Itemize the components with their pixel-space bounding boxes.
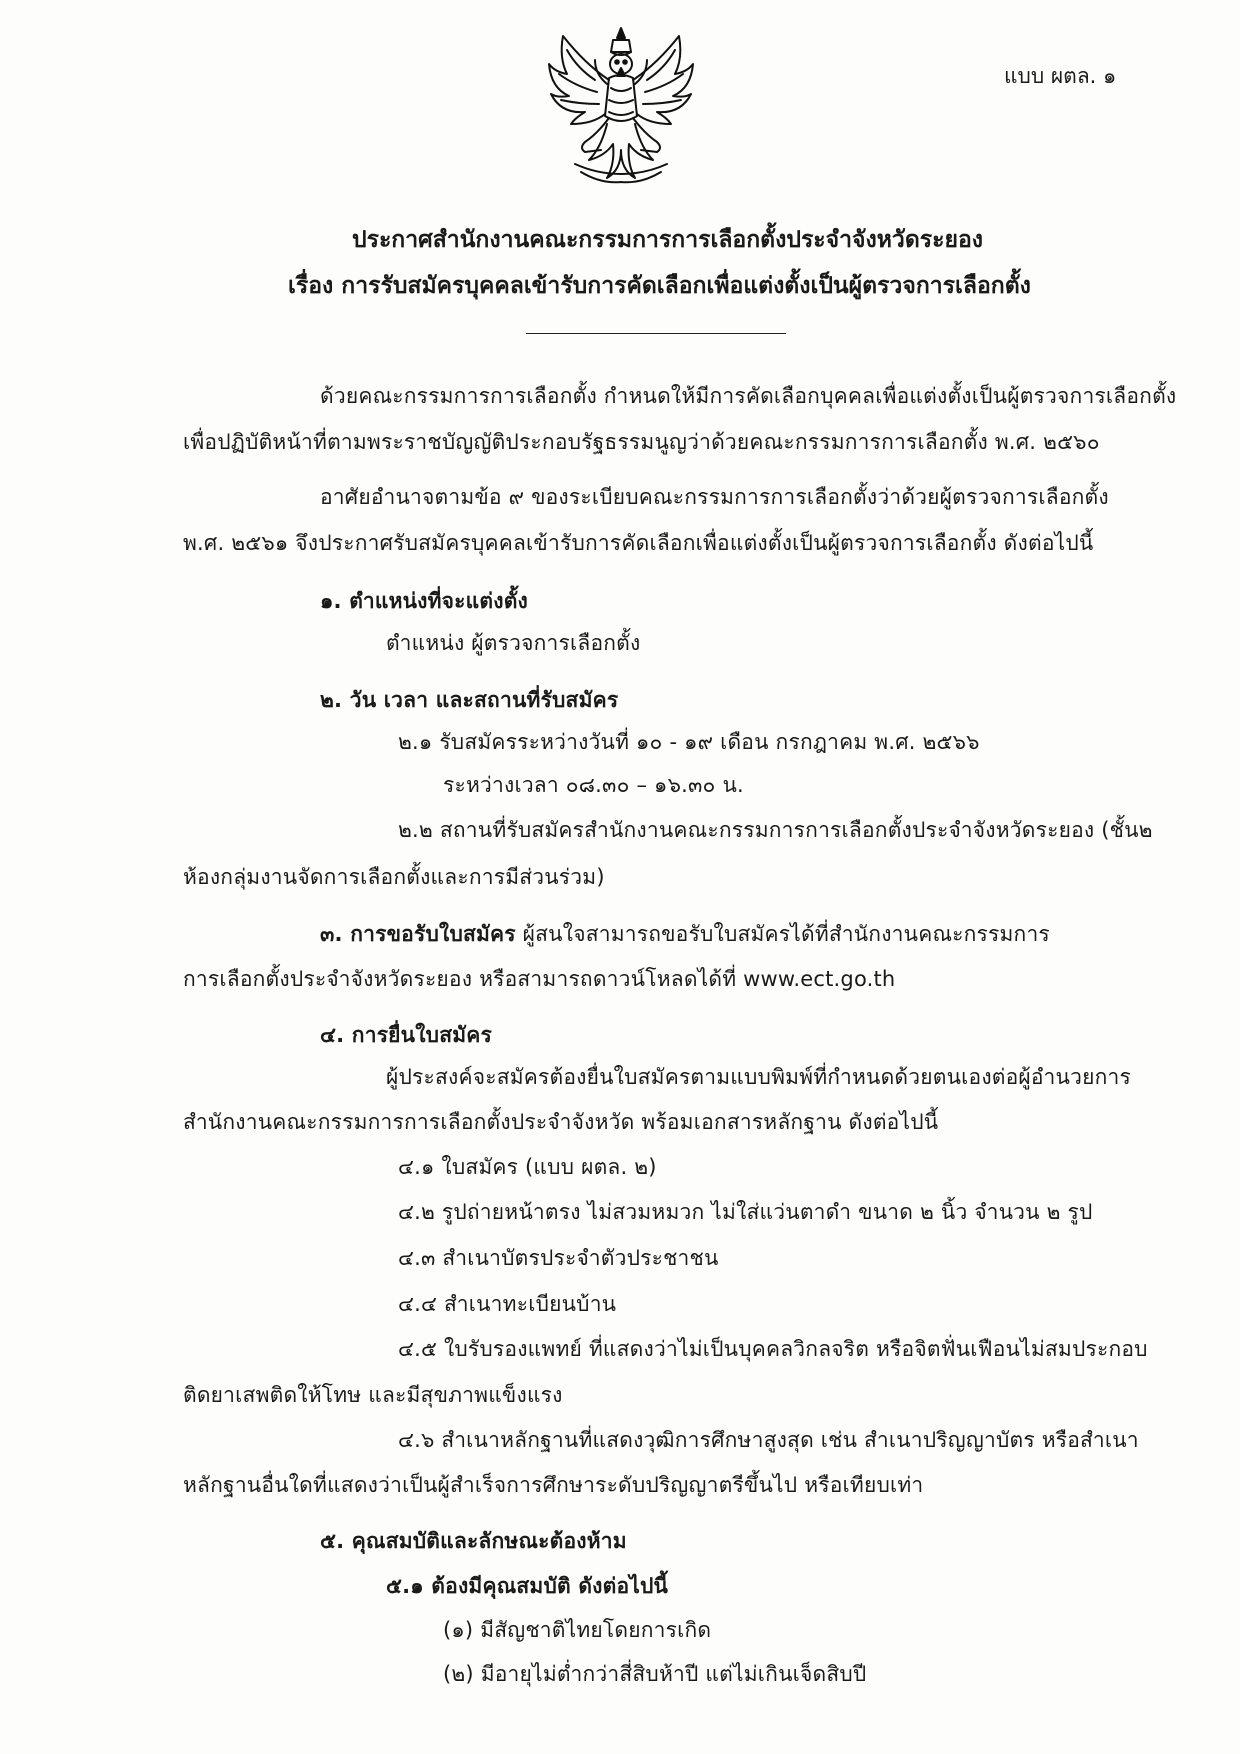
section-5-qualification-2: (๒) มีอายุไม่ต่ำกว่าสี่สิบห้าปี แต่ไม่เกินเจ็ดสิบปี xyxy=(443,1662,867,1686)
section-4-heading: ๔. การยื่นใบสมัคร xyxy=(320,1023,492,1047)
announcement-title: ประกาศสำนักงานคณะกรรมการการเลือกตั้งประจำจังหวัดระยอง xyxy=(352,227,983,253)
intro-p2-line2: พ.ศ. ๒๕๖๑ จึงประกาศรับสมัครบุคคลเข้ารับการคัดเลือกเพื่อแต่งตั้งเป็นผู้ตรวจการเลือกตั้ง ดังต่อไปนี้ xyxy=(183,531,1094,555)
section-4-item-3: ๔.๓ สำเนาบัตรประจำตัวประชาชน xyxy=(398,1246,719,1270)
section-3-line1 xyxy=(320,919,1050,949)
intro-p1-line1: ด้วยคณะกรรมการการเลือกตั้ง กำหนดให้มีการคัดเลือกบุคคลเพื่อแต่งตั้งเป็นผู้ตรวจการเลือกตั้ง xyxy=(320,384,1177,408)
section-1-body: ตำแหน่ง ผู้ตรวจการเลือกตั้ง xyxy=(386,631,641,655)
section-1-heading: ๑. ตำแหน่งที่จะแต่งตั้ง xyxy=(320,589,528,613)
section-3-line2: การเลือกตั้งประจำจังหวัดระยอง หรือสามารถดาวน์โหลดได้ที่ www.ect.go.th xyxy=(183,967,896,991)
section-4-para-line2: สำนักงานคณะกรรมการการเลือกตั้งประจำจังหวัด พร้อมเอกสารหลักฐาน ดังต่อไปนี้ xyxy=(183,1110,939,1134)
title-divider xyxy=(526,333,786,334)
section-3-heading: ๓. การขอรับใบสมัคร xyxy=(320,922,516,946)
section-2-item-2-line2: ห้องกลุ่มงานจัดการเลือกตั้งและการมีส่วนร่วม) xyxy=(183,865,605,889)
announcement-subject: เรื่อง การรับสมัครบุคคลเข้ารับการคัดเลือกเพื่อแต่งตั้งเป็นผู้ตรวจการเลือกตั้ง xyxy=(288,273,1031,299)
section-5-heading: ๕. คุณสมบัติและลักษณะต้องห้าม xyxy=(320,1529,627,1553)
section-5-qualification-1: (๑) มีสัญชาติไทยโดยการเกิด xyxy=(443,1618,712,1642)
form-code: แบบ ผตล. ๑ xyxy=(1004,64,1117,88)
section-2-item-1-time: ระหว่างเวลา ๐๘.๓๐ – ๑๖.๓๐ น. xyxy=(443,773,744,797)
section-4-item-5-line2: ติดยาเสพติดให้โทษ และมีสุขภาพแข็งแรง xyxy=(183,1383,563,1407)
intro-p2-line1: อาศัยอำนาจตามข้อ ๙ ของระเบียบคณะกรรมการการเลือกตั้งว่าด้วยผู้ตรวจการเลือกตั้ง xyxy=(320,485,1109,509)
intro-p1-line2: เพื่อปฏิบัติหน้าที่ตามพระราชบัญญัติประกอบรัฐธรรมนูญว่าด้วยคณะกรรมการการเลือกตั้ง พ.ศ. ๒๕๖๐ xyxy=(183,430,1100,454)
section-2-item-2-line1: ๒.๒ สถานที่รับสมัครสำนักงานคณะกรรมการการเลือกตั้งประจำจังหวัดระยอง (ชั้น๒ xyxy=(398,818,1153,842)
section-2-item-1: ๒.๑ รับสมัครระหว่างวันที่ ๑๐ - ๑๙ เดือน กรกฎาคม พ.ศ. ๒๕๖๖ xyxy=(398,730,980,754)
section-4-item-4: ๔.๔ สำเนาทะเบียนบ้าน xyxy=(398,1292,617,1316)
section-5-sub-1: ๕.๑ ต้องมีคุณสมบัติ ดังต่อไปนี้ xyxy=(386,1574,669,1598)
section-4-item-6-line1: ๔.๖ สำเนาหลักฐานที่แสดงวุฒิการศึกษาสูงสุด เช่น สำเนาปริญญาบัตร หรือสำเนา xyxy=(398,1428,1139,1452)
section-4-item-1: ๔.๑ ใบสมัคร (แบบ ผตล. ๒) xyxy=(398,1155,657,1179)
section-4-item-2: ๔.๒ รูปถ่ายหน้าตรง ไม่สวมหมวก ไม่ใส่แว่นตาดำ ขนาด ๒ นิ้ว จำนวน ๒ รูป xyxy=(398,1200,1093,1224)
section-4-item-6-line2: หลักฐานอื่นใดที่แสดงว่าเป็นผู้สำเร็จการศึกษาระดับปริญญาตรีขึ้นไป หรือเทียบเท่า xyxy=(183,1473,924,1497)
section-4-item-5-line1: ๔.๕ ใบรับรองแพทย์ ที่แสดงว่าไม่เป็นบุคคลวิกลจริต หรือจิตฟั่นเฟือนไม่สมประกอบ xyxy=(398,1337,1148,1361)
garuda-emblem-icon xyxy=(545,24,697,186)
section-2-heading: ๒. วัน เวลา และสถานที่รับสมัคร xyxy=(320,688,619,712)
section-4-para-line1: ผู้ประสงค์จะสมัครต้องยื่นใบสมัครตามแบบพิมพ์ที่กำหนดด้วยตนเองต่อผู้อำนวยการ xyxy=(386,1065,1131,1089)
section-3-line1-text: ผู้สนใจสามารถขอรับใบสมัครได้ที่สำนักงานคณะกรรมการ xyxy=(515,922,1050,946)
